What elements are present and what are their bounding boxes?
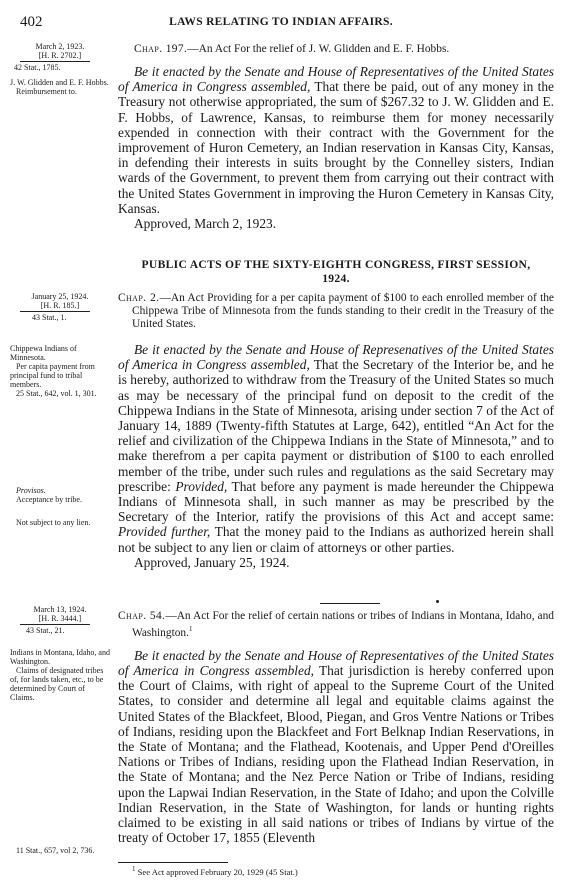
print-mark (436, 600, 439, 603)
running-title: LAWS RELATING TO INDIAN AFFAIRS. (169, 16, 393, 28)
section-divider (320, 603, 380, 604)
margin-stat: 43 Stat., 21. (26, 626, 65, 635)
margin-provisos-3: Not subject to any lien. (16, 518, 91, 527)
act-text (118, 648, 554, 846)
margin-subject-3: 25 Stat., 642, vol. 1, 301. (16, 389, 97, 398)
act-body-2: That before any payment is made hereunder the Chippewa Indians of Minnesota shall, in such manner as may be prescribed by the Secretary of the Interior, ratify the provisions of this Act and accept same: (118, 478, 554, 525)
provided-1: Provided, (175, 478, 228, 494)
chap197-block (118, 43, 554, 231)
margin-subject-2: Reimbursement to. (16, 87, 77, 96)
chapter-title: —An Act Providing for a per capita payment of $100 to each enrolled member of the Chippewa Tribe of Minnesota from the funds standing to their credit in the Treasury of the United States. (132, 292, 554, 330)
margin-rule (20, 624, 90, 625)
margin-date: January 25, 1924. (31, 292, 89, 301)
margin-stat-treaty (10, 846, 110, 855)
chapter-label: Chap. 2. (118, 292, 160, 304)
session-heading: PUBLIC ACTS OF THE SIXTY-EIGHTH CONGRESS, FIRST SESSION, 1924. (141, 258, 531, 285)
margin-subject-3: 11 Stat., 657, vol 2, 736. (16, 846, 95, 855)
margin-provisos-2: Acceptance by tribe. (16, 495, 82, 504)
margin-note-chap2 (10, 292, 110, 322)
margin-subject: Chippewa Indians of Minnesota. (10, 344, 77, 362)
enacting-clause: Be it enacted by the Senate and House of Representatives of the United States of America in Congress assembled, (118, 647, 554, 678)
approved-line: Approved, March 2, 1923. (134, 216, 277, 232)
chapter-title: —An Act For the relief of certain nations or tribes of Indians in Montana, Idaho, and Washington. (132, 610, 555, 639)
page-number: 402 (20, 14, 43, 30)
footnote-ref[interactable]: 1 (188, 625, 193, 633)
enacting-clause: Be it enacted by the Senate and House of Representatives of the United States of America in Congress assembled, (118, 64, 554, 95)
act-text (118, 64, 554, 216)
chap2-block (118, 292, 554, 570)
margin-note-chap197 (10, 42, 110, 96)
margin-provisos (10, 486, 110, 504)
margin-stat: 42 Stat., 1785. (14, 63, 61, 72)
margin-subject: J. W. Glidden and E. F. Hobbs. (10, 78, 109, 87)
chapter-heading (118, 43, 554, 56)
act-body: That there be paid, out of any money in the Treasury not otherwise appropriated, the sum of $267.32 to J. W. Glidden and E. F. Hobbs, of Lawrence, Kansas, to reimburse them for money necessarily expended in connection with their contract with the Government for the improvement of Huron Cemetery, an Indian reservation in Kansas City, Kansas, in defending their interests in suits brought by the Connelley sisters, Indian wards of the Government, to prevent them from carrying out their contract with the United States Government in improving the Huron Cemetery in Kansas City, Kansas. (118, 79, 554, 216)
margin-date: March 13, 1924. (33, 605, 87, 614)
act-text (118, 342, 554, 555)
margin-subjects-chap54 (10, 648, 110, 702)
margin-rule (20, 61, 90, 62)
margin-subject: Indians in Montana, Idaho, and Washington. (10, 648, 110, 666)
enacting-clause: Be it enacted by the Senate and House of Represenatives of the United States of America in Congress assembled, (118, 342, 554, 373)
margin-rule (20, 311, 90, 312)
margin-provisos-label: Provisos. (16, 486, 46, 495)
act-body-1: That the Secretary of the Interior be, and he is hereby, authorized to withdraw from the Treasury of the United States so much as may be necessary of the principal fund on deposit to the credit of the Chippewa Indians in the State of Minnesota, arising under section 7 of the Act of January 14, 1889 (Twenty-fifth Statutes at Large, 642), entitled “An Act for the relief and civilization of the Chippewa Indians in the State of Minnesota,” and to make therefrom a per capita payment or distribution of $100 to each enrolled member of the tribe, under such rules and regulations as the said Secretary may prescribe: (118, 357, 554, 494)
margin-date: March 2, 1923. (35, 42, 85, 51)
chap54-block (118, 610, 554, 845)
chapter-heading (118, 292, 554, 331)
margin-bill: [H. R. 3444.] (38, 614, 82, 623)
margin-stat: 43 Stat., 1. (32, 313, 67, 322)
footnote-rule (118, 862, 228, 863)
footnote-text: See Act approved February 20, 1929 (45 Stat.) (137, 866, 298, 877)
chapter-label: Chap. 54. (118, 610, 166, 622)
chapter-label: Chap. 197. (134, 43, 188, 55)
approved-line: Approved, January 25, 1924. (134, 554, 290, 570)
footnote-marker: 1 (132, 865, 136, 873)
margin-note-chap54 (10, 605, 110, 635)
margin-subject-2: Claims of designated tribes of, for lands taken, etc., to be determined by Court of Claims. (10, 666, 104, 702)
chapter-title: —An Act For the relief of J. W. Glidden and E. F. Hobbs. (187, 43, 450, 55)
margin-bill: [H. R. 185.] (40, 301, 80, 310)
margin-subject-2: Per capita payment from principal fund to tribal members. (10, 362, 95, 389)
provided-2: Provided further, (118, 524, 211, 540)
margin-bill: [H. R. 2702.] (38, 51, 82, 60)
chapter-heading (118, 610, 554, 640)
footnote (132, 865, 298, 877)
margin-subjects-chap2 (10, 344, 110, 398)
act-body: That jurisdiction is hereby conferred upon the Court of Claims, with right of appeal to the Supreme Court of the United States, to consider and determine all legal and equitable claims against the United States of the Blackfeet, Blood, Piegan, and Gros Ventre Nations or Tribes of Indians, residing upon the Blackfeet and Fort Belknap Indian Reservations, in the State of Montana; and the Flathead, Kootenais, and Upper Pend d'Oreilles Nations or Tribes of Indians, residing upon the Flathead Indian Reservation, in the State of Montana; and the Nez Perce Nation or Tribe of Indians, residing upon the Lapwai Indian Reservation, in the State of Idaho; and upon the Colville Indian Reservation, in the State of Washington, for lands or hunting rights claimed to be existing in all said nations or tribes of Indians by virtue of the treaty of October 17, 1855 (Eleventh (118, 663, 554, 846)
margin-provisos-lien (10, 518, 110, 527)
act-body-3: That the money paid to the Indians as authorized herein shall not be subject to any lien or claim of attorneys or other parties. (118, 524, 554, 555)
